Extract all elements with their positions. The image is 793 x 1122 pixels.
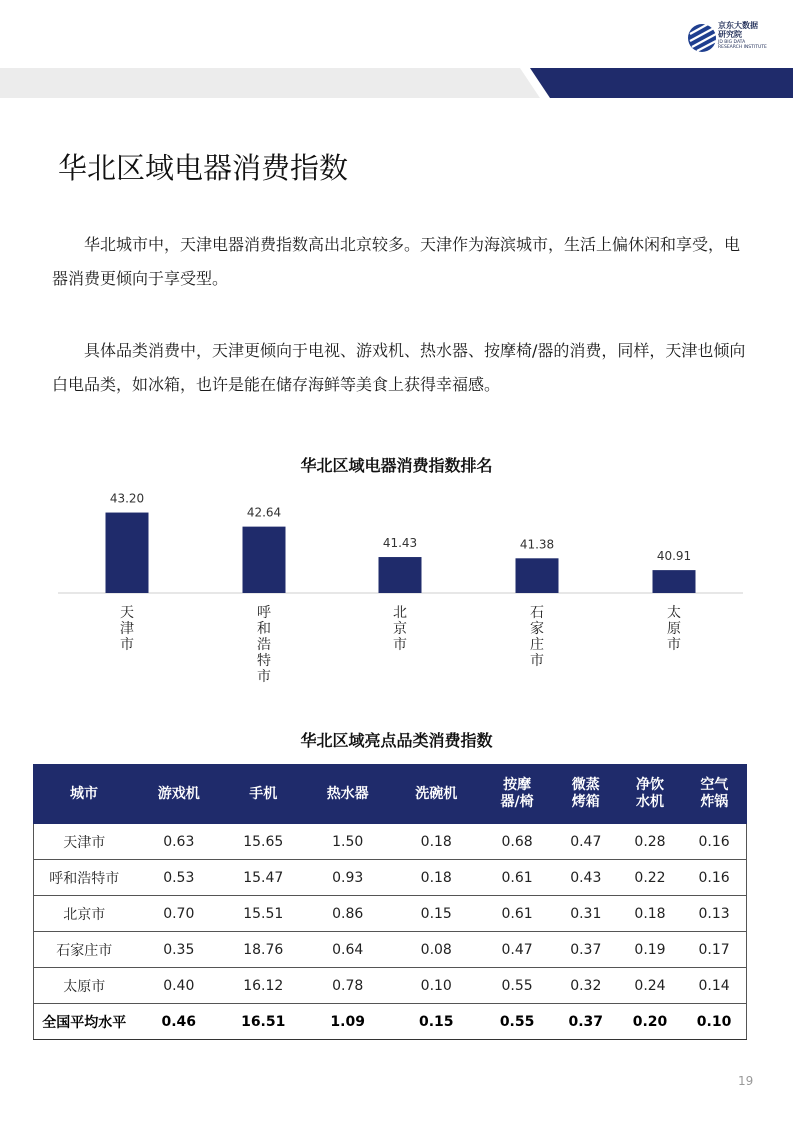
table-header-cell: 洗碗机: [392, 765, 481, 824]
table-cell: 北京市: [34, 896, 135, 932]
table-cell: 0.32: [554, 968, 618, 1004]
table-cell: 16.51: [223, 1004, 303, 1040]
table-header-cell: 手机: [223, 765, 303, 824]
table-cell: 0.13: [682, 896, 746, 932]
table-cell: 0.16: [682, 860, 746, 896]
table-header-cell: 按摩 器/椅: [481, 765, 554, 824]
table-cell: 0.63: [135, 824, 224, 860]
logo-english: JD BIG DATA RESEARCH INSTITUTE: [718, 40, 767, 50]
table-cell: 0.24: [618, 968, 682, 1004]
table-header-cell: 游戏机: [135, 765, 224, 824]
bar-value-label: 42.64: [246, 505, 282, 520]
table-cell: 0.31: [554, 896, 618, 932]
table-cell: 0.22: [618, 860, 682, 896]
bar-1: [106, 513, 149, 593]
category-label: 太原市: [667, 605, 681, 653]
bar-value-label: 40.91: [656, 549, 692, 564]
table-cell: 太原市: [34, 968, 135, 1004]
table-cell: 0.86: [303, 896, 392, 932]
table-cell: 呼和浩特市: [34, 860, 135, 896]
table-cell: 0.43: [554, 860, 618, 896]
bar-chart: [0, 480, 793, 690]
table-cell: 0.64: [303, 932, 392, 968]
table-cell: 0.18: [392, 824, 481, 860]
category-label: 呼和浩特市: [257, 605, 271, 685]
table-cell: 0.10: [682, 1004, 746, 1040]
table-cell: 18.76: [223, 932, 303, 968]
table-cell: 0.15: [392, 896, 481, 932]
bar-5: [653, 570, 696, 593]
table-cell: 1.50: [303, 824, 392, 860]
page-title: 华北区域电器消费指数: [58, 151, 349, 185]
bar-value-label: 41.38: [519, 537, 555, 552]
table-row-average: [34, 1004, 747, 1040]
table-cell: 0.61: [481, 860, 554, 896]
table-cell: 0.19: [618, 932, 682, 968]
table-cell: 0.28: [618, 824, 682, 860]
table-cell: 石家庄市: [34, 932, 135, 968]
table-header-row: [34, 765, 747, 824]
table-cell: 0.16: [682, 824, 746, 860]
table-cell: 0.70: [135, 896, 224, 932]
category-index-table: [33, 764, 747, 1040]
table-row: [34, 932, 747, 968]
bar-4: [516, 558, 559, 593]
header-banner: [0, 68, 793, 98]
table-cell: 0.14: [682, 968, 746, 1004]
bar-2: [243, 527, 286, 593]
table-cell: 0.55: [481, 968, 554, 1004]
table-header-cell: 空气 炸锅: [682, 765, 746, 824]
table-cell: 全国平均水平: [34, 1004, 135, 1040]
paragraph-1: 华北城市中，天津电器消费指数高出北京较多。天津作为海滨城市，生活上偏休闲和享受，电器消费更倾向于享受型。: [52, 235, 741, 288]
table-header-cell: 微蒸 烤箱: [554, 765, 618, 824]
table-cell: 0.17: [682, 932, 746, 968]
table-cell: 0.61: [481, 896, 554, 932]
category-label: 天津市: [120, 605, 134, 653]
table-cell: 0.10: [392, 968, 481, 1004]
table-header-cell: 城市: [34, 765, 135, 824]
table-cell: 0.20: [618, 1004, 682, 1040]
table-header-cell: 净饮 水机: [618, 765, 682, 824]
table-cell: 0.15: [392, 1004, 481, 1040]
table-cell: 15.65: [223, 824, 303, 860]
chart-title: 华北区域电器消费指数排名: [300, 456, 493, 475]
table-cell: 0.47: [481, 932, 554, 968]
category-label: 北京市: [393, 605, 407, 653]
bar-value-label: 43.20: [109, 491, 145, 506]
table-cell: 0.08: [392, 932, 481, 968]
page-number: 19: [738, 1074, 754, 1088]
table-row: [34, 896, 747, 932]
table-cell: 0.40: [135, 968, 224, 1004]
bar-3: [379, 557, 422, 593]
logo-name: 京东大数据 研究院: [718, 21, 758, 39]
table-cell: 0.55: [481, 1004, 554, 1040]
table-cell: 0.37: [554, 932, 618, 968]
table-cell: 0.93: [303, 860, 392, 896]
table-cell: 0.68: [481, 824, 554, 860]
table-cell: 0.18: [618, 896, 682, 932]
paragraph-2: 具体品类消费中，天津更倾向于电视、游戏机、热水器、按摩椅/器的消费，同样，天津也倾向白电品类，如冰箱，也许是能在储存海鲜等美食上获得幸福感。: [52, 341, 746, 394]
table-cell: 15.47: [223, 860, 303, 896]
table-row: [34, 968, 747, 1004]
category-label: 石家庄市: [530, 605, 544, 669]
table-cell: 0.47: [554, 824, 618, 860]
table-cell: 0.35: [135, 932, 224, 968]
table-cell: 0.78: [303, 968, 392, 1004]
table-cell: 0.18: [392, 860, 481, 896]
table-header-cell: 热水器: [303, 765, 392, 824]
table-title: 华北区域亮点品类消费指数: [300, 731, 493, 750]
table-cell: 0.46: [135, 1004, 224, 1040]
table-cell: 1.09: [303, 1004, 392, 1040]
table-cell: 0.53: [135, 860, 224, 896]
table-cell: 0.37: [554, 1004, 618, 1040]
table-row: [34, 824, 747, 860]
table-row: [34, 860, 747, 896]
bar-value-label: 41.43: [382, 536, 418, 551]
table-cell: 15.51: [223, 896, 303, 932]
table-cell: 天津市: [34, 824, 135, 860]
table-cell: 16.12: [223, 968, 303, 1004]
